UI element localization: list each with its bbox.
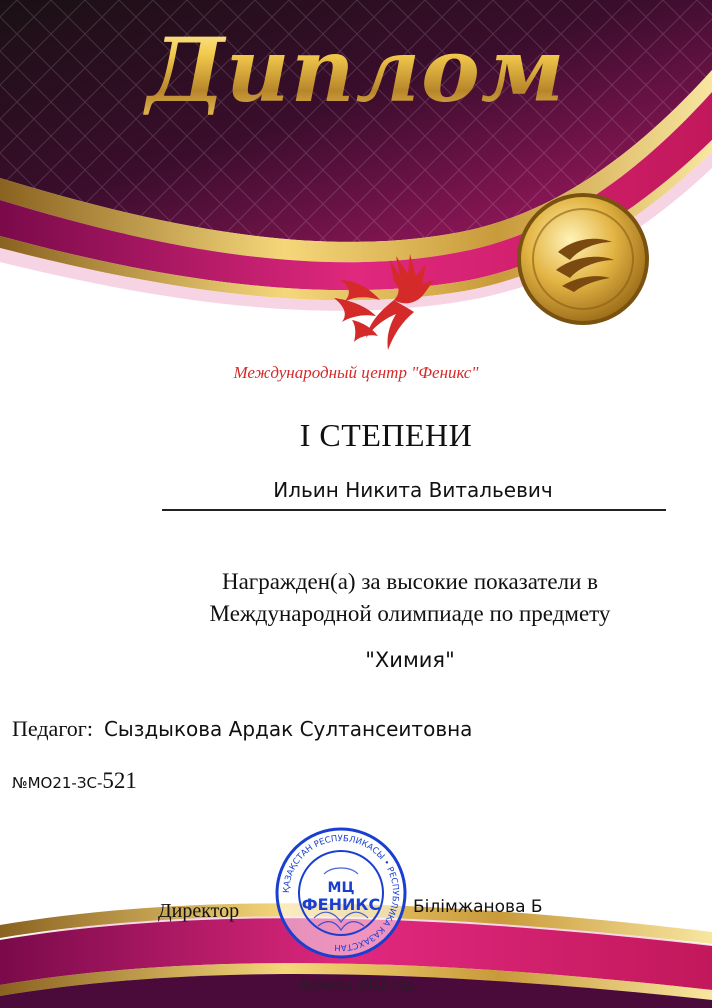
subject-name: "Химия": [365, 648, 455, 672]
recipient-underline: [162, 509, 666, 511]
gold-medal-icon: [514, 190, 652, 328]
award-text: [150, 566, 670, 630]
teacher-name: Сыздыкова Ардак Султансеитовна: [103, 717, 473, 741]
phoenix-logo-icon: [330, 250, 450, 360]
organization-name: Международный центр "Феникс": [233, 363, 479, 382]
footer-city-year: Алматы 2022 год: [298, 976, 414, 993]
stamp-center-main: ФЕНИКС: [301, 895, 381, 914]
director-label: Директор: [158, 900, 240, 922]
certificate-number: [12, 768, 137, 794]
stamp-ring-text: ҚАЗАҚСТАН РЕСПУБЛИКАСЫ • РЕСПУБЛИКА КАЗАХСТАН: [281, 833, 401, 953]
number-prefix: №МО21-ЗС-: [12, 774, 103, 792]
teacher-line: [12, 716, 472, 742]
stamp-center-top: МЦ: [327, 880, 355, 896]
teacher-label: Педагог:: [12, 716, 93, 741]
number-value: 521: [102, 768, 137, 793]
director-name: Білімжанова Б: [413, 897, 543, 917]
official-stamp: [274, 826, 408, 960]
award-line-2: Международной олимпиаде по предмету: [209, 601, 611, 626]
recipient-name: Ильин Никита Витальевич: [273, 478, 553, 502]
degree-title: I СТЕПЕНИ: [299, 417, 473, 453]
award-line-1: Награжден(а) за высокие показатели в: [221, 569, 599, 594]
certificate-title: Диплом: [0, 18, 712, 122]
